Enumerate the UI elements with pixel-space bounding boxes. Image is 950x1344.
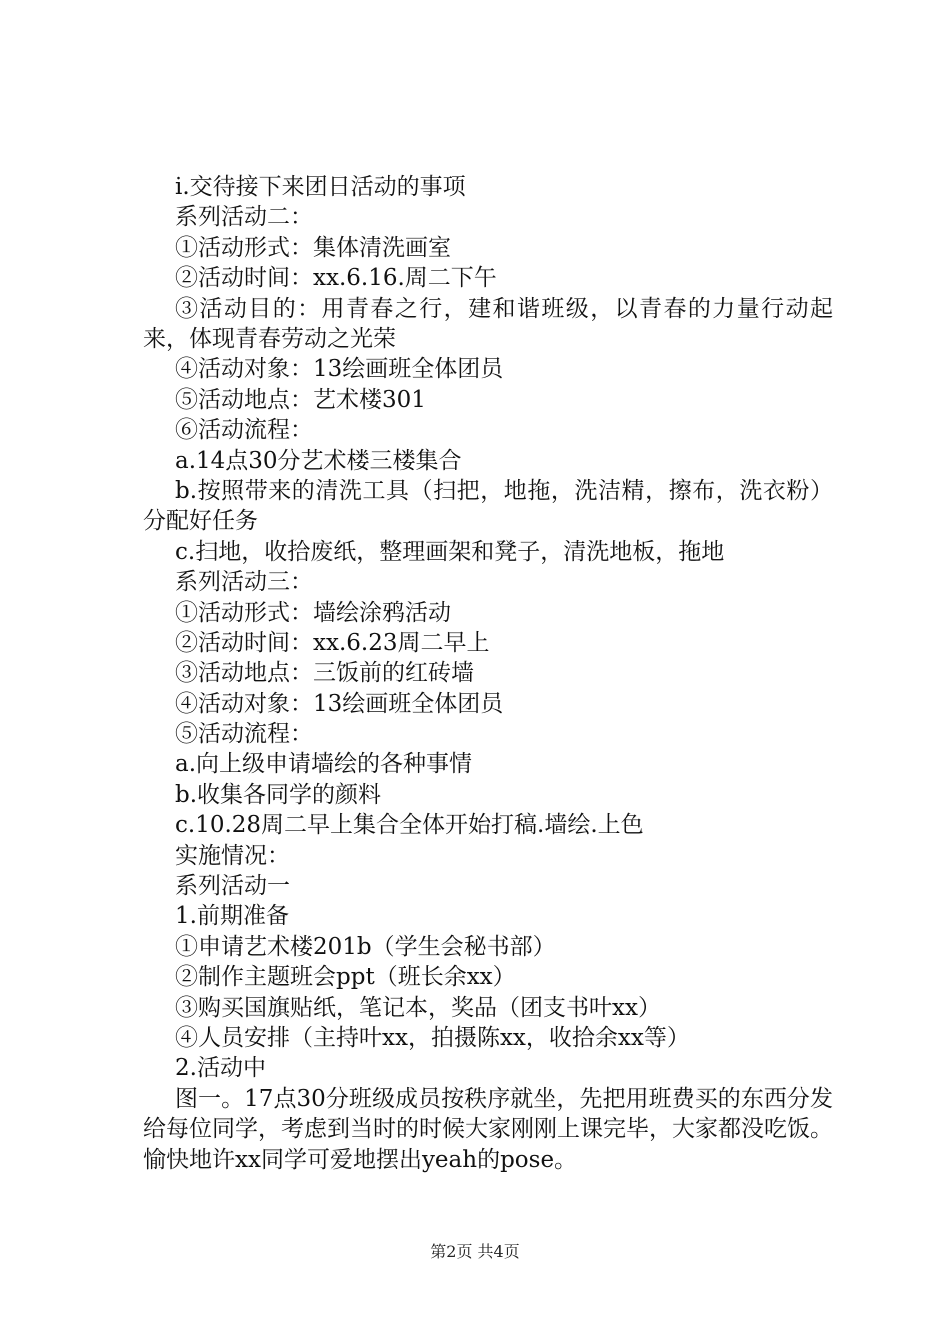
- document-body: [143, 172, 833, 1175]
- text-line: ⑤活动地点：艺术楼301: [175, 386, 426, 413]
- section-heading: 系列活动三：: [175, 569, 313, 596]
- text-line: 1.前期准备: [175, 903, 289, 930]
- text-line: ①申请艺术楼201b（学生会秘书部）: [175, 933, 556, 960]
- text-paragraph: ③活动目的：用青春之行，建和谐班级，以青春的力量行动起来，体现青春劳动之光荣: [143, 295, 833, 352]
- text-line: ⑤活动流程：: [175, 721, 313, 748]
- text-line: a.向上级申请墙绘的各种事情: [175, 751, 473, 778]
- text-line: b.收集各同学的颜料: [175, 781, 382, 808]
- text-line: ②活动时间：xx.6.16.周二下午: [175, 265, 497, 292]
- text-line: ④活动对象：13绘画班全体团员: [175, 690, 504, 717]
- section-heading: 实施情况：: [175, 842, 290, 869]
- page-number-footer: 第2页 共4页: [430, 1242, 520, 1261]
- text-line: c.扫地，收拾废纸，整理画架和凳子，清洗地板，拖地: [175, 538, 725, 565]
- text-line: ③活动地点：三饭前的红砖墙: [175, 660, 474, 687]
- text-line: i.交待接下来团日活动的事项: [175, 174, 466, 200]
- section-heading: 系列活动二：: [175, 204, 313, 231]
- section-heading: 系列活动一: [175, 873, 290, 900]
- text-line: ③购买国旗贴纸，笔记本，奖品（团支书叶xx）: [175, 994, 661, 1021]
- text-paragraph: b.按照带来的清洗工具（扫把，地拖，洗洁精，擦布，洗衣粉）分配好任务: [143, 477, 833, 535]
- text-line: 2.活动中: [175, 1055, 266, 1082]
- text-line: ④人员安排（主持叶xx，拍摄陈xx，收拾余xx等）: [175, 1025, 690, 1051]
- text-line: ⑥活动流程：: [175, 417, 313, 444]
- text-line: ②活动时间：xx.6.23周二早上: [175, 629, 490, 656]
- text-paragraph: 图一。17点30分班级成员按秩序就坐，先把用班费买的东西分发给每位同学，考虑到当时的时候大家刚刚上课完毕，大家都没吃饭。愉快地许xx同学可爱地摆出yeah的pose。: [143, 1085, 833, 1173]
- text-line: c.10.28周二早上集合全体开始打稿.墙绘.上色: [175, 812, 644, 839]
- text-line: ②制作主题班会ppt（班长余xx）: [175, 964, 516, 991]
- text-line: ④活动对象：13绘画班全体团员: [175, 356, 504, 383]
- text-line: ①活动形式：集体清洗画室: [175, 234, 451, 261]
- text-line: ①活动形式：墙绘涂鸦活动: [175, 599, 451, 626]
- text-line: a.14点30分艺术楼三楼集合: [175, 447, 462, 474]
